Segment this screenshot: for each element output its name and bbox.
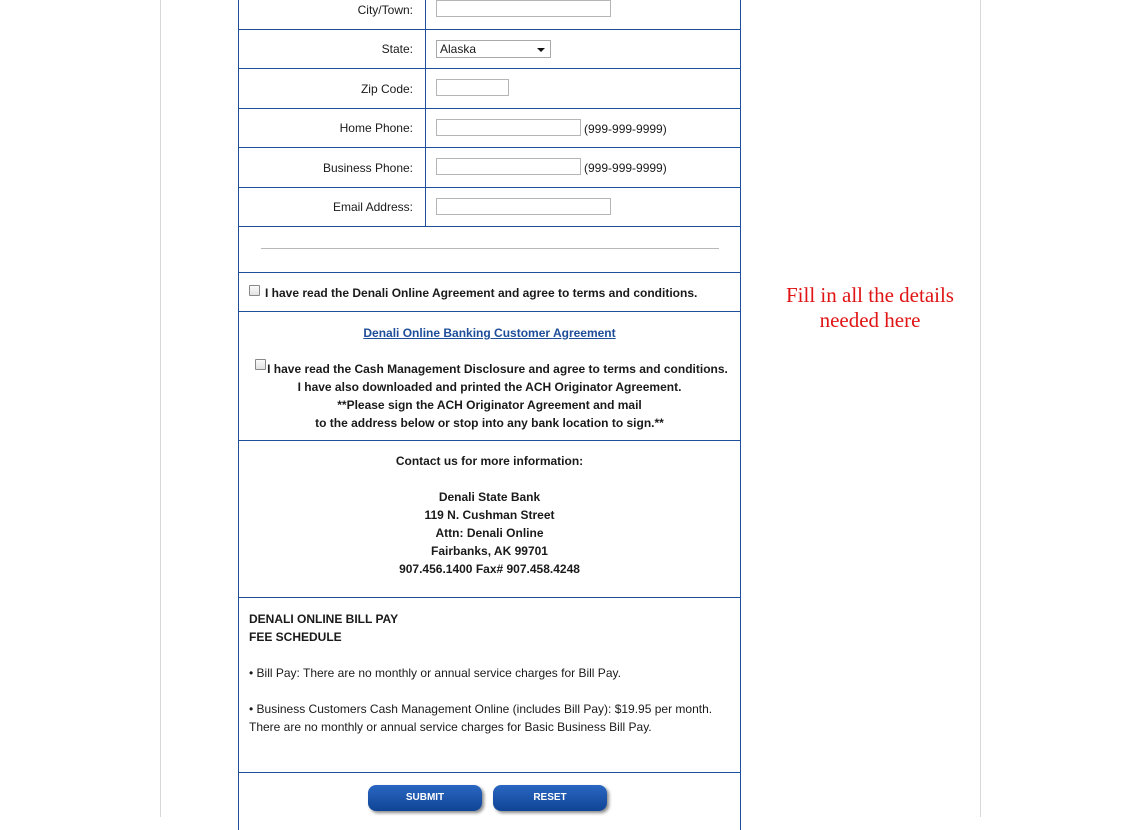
bank-street: 119 N. Cushman Street [424, 508, 555, 522]
reset-button[interactable]: RESET [493, 785, 607, 811]
city-input[interactable] [436, 0, 611, 17]
home-phone-format-hint: (999-999-9999) [584, 122, 667, 136]
fee-title-line-2: FEE SCHEDULE [249, 630, 342, 644]
bank-city: Fairbanks, AK 99701 [431, 544, 548, 558]
bank-phone-fax: 907.456.1400 Fax# 907.458.4248 [399, 562, 580, 576]
online-agreement-row [239, 273, 740, 312]
bank-name: Denali State Bank [438, 490, 541, 504]
ach-text [239, 378, 740, 432]
customer-agreement-link[interactable]: Denali Online Banking Customer Agreement [363, 326, 616, 340]
home-phone-input[interactable] [436, 119, 581, 136]
annotation-line-2: needed here [819, 308, 921, 332]
contact-row [239, 441, 740, 598]
contact-address [239, 488, 740, 578]
home-phone-label: Home Phone: [239, 109, 426, 147]
ach-line-4: to the address below or stop into any bank location to sign.** [315, 416, 664, 430]
divider-row [239, 227, 740, 273]
business-phone-label: Business Phone: [239, 148, 426, 187]
ach-line-2: I have also downloaded and printed the ACH Originator Agreement. [297, 380, 682, 394]
instruction-annotation [770, 283, 970, 333]
cash-management-line-1: I have read the Cash Management Disclosure and agree to terms and conditions. [267, 362, 728, 376]
fee-schedule-title [249, 610, 398, 646]
online-agreement-checkbox[interactable] [249, 285, 260, 296]
state-label: State: [239, 30, 426, 68]
business-phone-input[interactable] [436, 158, 581, 175]
email-label: Email Address: [239, 188, 426, 226]
zip-input[interactable] [436, 79, 509, 96]
cash-management-text [255, 360, 740, 378]
contact-heading: Contact us for more information: [395, 454, 584, 468]
state-select[interactable] [436, 40, 551, 58]
fee-item-2-line-2: There are no monthly or annual service charges for Basic Business Bill Pay. [249, 720, 652, 734]
submit-button[interactable]: SUBMIT [368, 785, 482, 811]
fee-item-cash-management [249, 700, 712, 736]
online-agreement-text: I have read the Denali Online Agreement and agree to terms and conditions. [265, 286, 698, 300]
fee-item-2-line-1: • Business Customers Cash Management Online (includes Bill Pay): $19.95 per month. [249, 702, 713, 716]
registration-form [238, 0, 741, 830]
business-phone-format-hint: (999-999-9999) [584, 161, 667, 175]
state-row [239, 30, 740, 69]
fee-title-line-1: DENALI ONLINE BILL PAY [249, 612, 399, 626]
ach-line-3: **Please sign the ACH Originator Agreement and mail [337, 398, 642, 412]
divider-line [261, 248, 719, 249]
city-row [239, 0, 740, 30]
fee-item-bill-pay: • Bill Pay: There are no monthly or annual service charges for Bill Pay. [249, 666, 621, 680]
zip-row [239, 69, 740, 109]
zip-label: Zip Code: [239, 69, 426, 108]
annotation-line-1: Fill in all the details [786, 283, 954, 307]
business-phone-row [239, 148, 740, 188]
email-input[interactable] [436, 198, 611, 215]
home-phone-row [239, 109, 740, 148]
bank-attn: Attn: Denali Online [435, 526, 544, 540]
city-label: City/Town: [239, 0, 426, 29]
fee-schedule-row [239, 598, 740, 773]
email-row [239, 188, 740, 227]
chevron-down-icon [537, 48, 545, 52]
state-selected-value: Alaska [440, 42, 477, 56]
cash-management-row [239, 312, 740, 441]
